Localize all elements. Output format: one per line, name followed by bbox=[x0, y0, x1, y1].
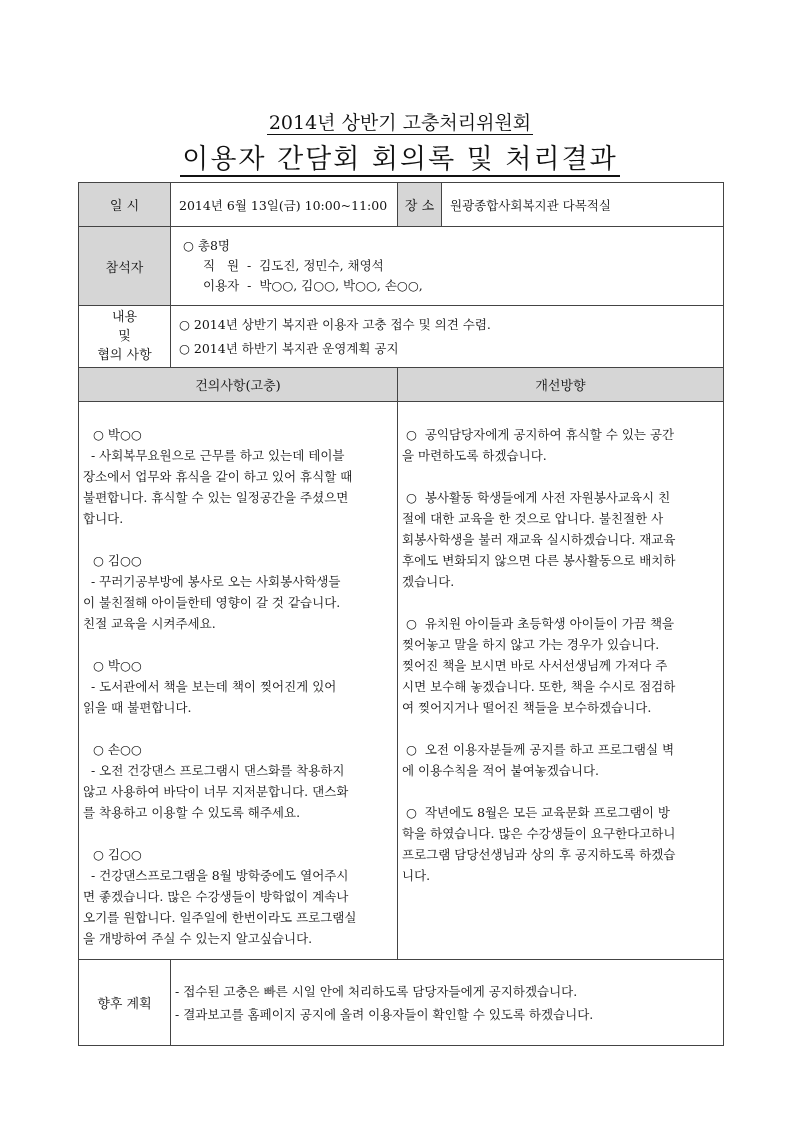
attendees-total: ○ 총8명 bbox=[183, 238, 230, 253]
content-item: ○ 2014년 상반기 복지관 이용자 고충 접수 및 의견 수렴. bbox=[179, 316, 491, 332]
suggestion-line: 를 착용하고 이용할 수 있도록 해주세요. bbox=[83, 805, 301, 820]
document-title-text: 이용자 간담회 회의록 및 처리결과 bbox=[182, 144, 618, 175]
improvement-line: 절에 대한 교육을 한 것으로 압니다. 불친절한 사 bbox=[402, 511, 664, 526]
attendees-cell bbox=[171, 227, 724, 306]
suggestion-line: 합니다. bbox=[83, 511, 124, 526]
row-date-place bbox=[79, 183, 724, 227]
suggester-name: ○ 박○○ bbox=[93, 427, 142, 442]
improvement-line: 후에도 변화되지 않으면 다른 봉사활동으로 배치하 bbox=[402, 553, 676, 568]
attendees-label: 참석자 bbox=[79, 227, 171, 306]
suggestion-item bbox=[83, 844, 393, 949]
improvements-cell bbox=[398, 402, 724, 960]
minutes-table bbox=[78, 182, 724, 1046]
improvement-line: 학을 하였습니다. 많은 수강생들이 요구한다고하니 bbox=[402, 826, 676, 841]
date-value: 2014년 6월 13일(금) 10:00~11:00 bbox=[171, 183, 398, 227]
suggestion-line: - 건강댄스프로그램을 8월 방학중에도 열어주시 bbox=[83, 868, 349, 883]
attendees-users: 이용자 - 박○○, 김○○, 박○○, 손○○, bbox=[203, 278, 423, 293]
improvement-line: 을 마련하도록 하겠습니다. bbox=[402, 448, 547, 463]
suggestion-line: - 꾸러기공부방에 봉사로 오는 사회봉사학생들 bbox=[83, 574, 341, 589]
improvement-line: 찢어진 책을 보시면 바로 사서선생님께 가져다 주 bbox=[402, 658, 668, 673]
content-label-line: 및 bbox=[118, 329, 131, 344]
suggestion-line: 오기를 원합니다. 일주일에 한번이라도 프로그램실 bbox=[83, 910, 357, 925]
content-cell bbox=[171, 306, 724, 368]
suggestions-cell bbox=[79, 402, 398, 960]
future-cell bbox=[171, 960, 724, 1046]
row-column-headers bbox=[79, 368, 724, 402]
improvement-item bbox=[402, 613, 719, 718]
suggestion-line: 불편합니다. 휴식할 수 있는 일정공간을 주셨으면 bbox=[83, 490, 349, 505]
content-label-line: 협의 사항 bbox=[97, 348, 152, 363]
improvement-item bbox=[402, 739, 719, 781]
suggestion-line: 면 좋겠습니다. 많은 수강생들이 방학없이 계속나 bbox=[83, 889, 349, 904]
suggestion-item bbox=[83, 655, 393, 718]
improvement-line: ○ 공익담당자에게 공지하여 휴식할 수 있는 공간 bbox=[402, 427, 675, 442]
row-content bbox=[79, 306, 724, 368]
improvements-header: 개선방향 bbox=[398, 368, 724, 402]
suggestion-line: 장소에서 업무와 휴식을 같이 하고 있어 휴식할 때 bbox=[83, 469, 353, 484]
suggestion-line: 친절 교육을 시켜주세요. bbox=[83, 616, 216, 631]
improvement-line: 시면 보수해 놓겠습니다. 또한, 책을 수시로 점검하 bbox=[402, 679, 676, 694]
suggester-name: ○ 김○○ bbox=[93, 553, 142, 568]
suggester-name: ○ 김○○ bbox=[93, 847, 142, 862]
row-body bbox=[79, 402, 724, 960]
improvement-line: ○ 유치원 아이들과 초등학생 아이들이 가끔 책을 bbox=[402, 616, 675, 631]
improvement-line: 회봉사학생을 불러 재교육 실시하겠습니다. 재교육 bbox=[402, 532, 676, 547]
future-label: 향후 계획 bbox=[79, 960, 171, 1046]
attendees-staff: 직 원 - 김도진, 정민수, 채영석 bbox=[203, 258, 384, 273]
document-title bbox=[0, 137, 800, 176]
content-label bbox=[79, 306, 171, 368]
suggestion-item bbox=[83, 739, 393, 823]
future-item: - 접수된 고충은 빠른 시일 안에 처리하도록 담당자들에게 공지하겠습니다. bbox=[175, 983, 578, 999]
row-future-plan bbox=[79, 960, 724, 1046]
suggestion-item bbox=[83, 550, 393, 634]
suggestion-line: 이 불친절해 아이들한테 영향이 갈 것 같습니다. bbox=[83, 595, 341, 610]
place-label: 장 소 bbox=[398, 183, 442, 227]
improvement-line: 여 찢어지거나 떨어진 책들을 보수하겠습니다. bbox=[402, 700, 652, 715]
suggestion-item bbox=[83, 424, 393, 529]
place-value: 원광종합사회복지관 다목적실 bbox=[442, 183, 724, 227]
suggestion-line: - 도서관에서 책을 보는데 책이 찢어진게 있어 bbox=[83, 679, 337, 694]
content-item: ○ 2014년 하반기 복지관 운영계획 공지 bbox=[179, 340, 399, 356]
suggestion-line: 읽을 때 불편합니다. bbox=[83, 700, 192, 715]
improvement-line: 프로그램 담당선생님과 상의 후 공지하도록 하겠습 bbox=[402, 847, 676, 862]
improvement-line: 에 이용수칙을 적어 붙여놓겠습니다. bbox=[402, 763, 600, 778]
suggestions-header: 건의사항(고충) bbox=[79, 368, 398, 402]
improvement-line: ○ 작년에도 8월은 모든 교육문화 프로그램이 방 bbox=[402, 805, 670, 820]
suggester-name: ○ 박○○ bbox=[93, 658, 142, 673]
suggestion-line: - 사회복무요원으로 근무를 하고 있는데 테이블 bbox=[83, 448, 345, 463]
improvement-item bbox=[402, 487, 719, 592]
improvement-item bbox=[402, 802, 719, 886]
improvement-line: 니다. bbox=[402, 868, 431, 883]
future-item: - 결과보고를 홈페이지 공지에 올려 이용자들이 확인할 수 있도록 하겠습니다. bbox=[175, 1006, 594, 1022]
improvement-item bbox=[402, 424, 719, 466]
improvement-line: ○ 오전 이용자분들께 공지를 하고 프로그램실 벽 bbox=[402, 742, 675, 757]
document-subtitle-text: 2014년 상반기 고충처리위원회 bbox=[268, 112, 532, 134]
improvement-line: 찢어놓고 말을 하지 않고 가는 경우가 있습니다. bbox=[402, 637, 660, 652]
date-label: 일 시 bbox=[79, 183, 171, 227]
content-label-line: 내용 bbox=[111, 310, 138, 325]
suggester-name: ○ 손○○ bbox=[93, 742, 142, 757]
row-attendees bbox=[79, 227, 724, 306]
improvement-line: 겠습니다. bbox=[402, 574, 455, 589]
suggestion-line: 않고 사용하여 바닥이 너무 지저분합니다. 댄스화 bbox=[83, 784, 349, 799]
suggestion-line: - 오전 건강댄스 프로그램시 댄스화를 착용하지 bbox=[83, 763, 345, 778]
document-subtitle bbox=[0, 108, 800, 135]
improvement-line: ○ 봉사활동 학생들에게 사전 자원봉사교육시 친 bbox=[402, 490, 671, 505]
suggestion-line: 을 개방하여 주실 수 있는지 알고싶습니다. bbox=[83, 931, 313, 946]
